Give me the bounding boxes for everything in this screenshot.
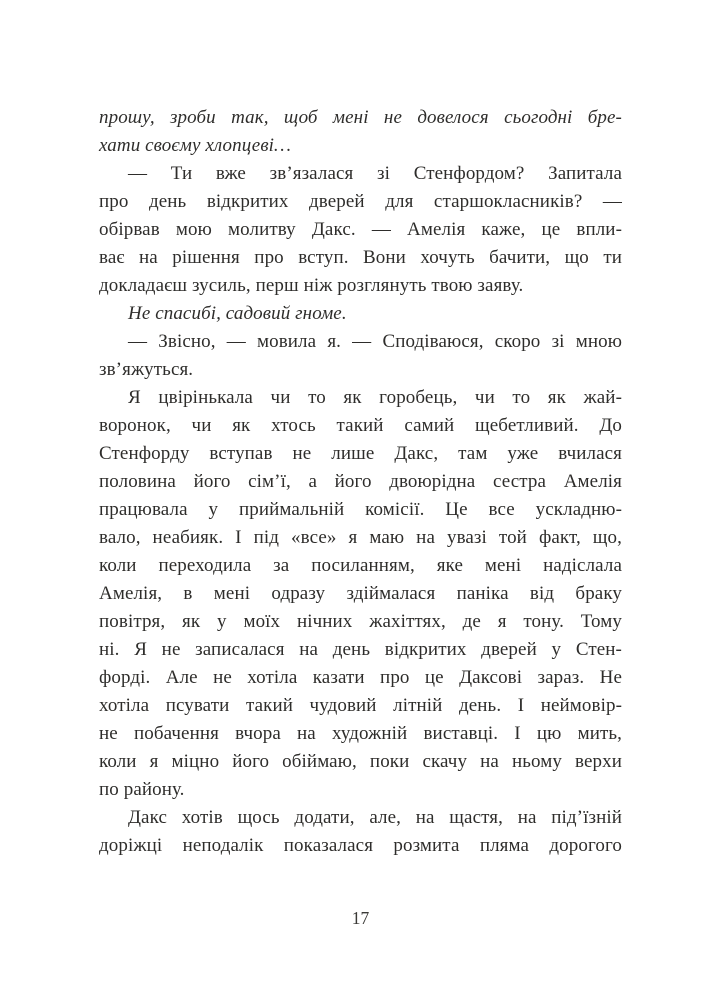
text-line: Амелія, в мені одразу здіймалася паніка від браку <box>99 583 622 604</box>
text-line: половина його сім’ї, а його двоюрідна сестра Амелія <box>99 471 622 492</box>
text-line: обірвав мою молитву Дакс. — Амелія каже, це впли- <box>99 219 622 240</box>
text-line: воронок, чи як хтось такий самий щебетливий. До <box>99 415 622 436</box>
page-number: 17 <box>351 908 370 928</box>
text-line: — Звісно, — мовила я. — Сподіваюся, скоро зі мною <box>128 331 622 352</box>
text-line: Не спасибі, садовий гноме. <box>128 303 347 324</box>
text-line: хотіла псувати такий чудовий літній день. І неймовір- <box>99 695 622 716</box>
text-line: зв’яжуться. <box>99 359 194 380</box>
text-line: докладаєш зусиль, перш ніж розглянуть твою заяву. <box>99 275 524 296</box>
text-line: коли переходила за посиланням, яке мені надіслала <box>99 555 622 576</box>
text-line: Дакс хотів щось додати, але, на щастя, на під’їзній <box>128 807 622 828</box>
text-line: форді. Але не хотіла казати про це Даксові зараз. Не <box>99 667 622 688</box>
paragraph <box>99 160 622 300</box>
text-line: не побачення вчора на художній виставці. І цю мить, <box>99 723 622 744</box>
text-line: працювала у приймальній комісії. Це все ускладню- <box>99 499 622 520</box>
text-line: коли я міцно його обіймаю, поки скачу на ньому верхи <box>99 751 622 772</box>
text-line: повітря, як у моїх нічних жахіттях, де я тону. Тому <box>99 611 622 632</box>
text-line: доріжці неподалік показалася розмита пляма дорогого <box>99 835 622 856</box>
text-line: вало, неабияк. І під «все» я маю на увазі той факт, що, <box>99 527 622 548</box>
text-line: — Ти вже зв’язалася зі Стенфордом? Запитала <box>128 163 622 184</box>
text-line: ні. Я не записалася на день відкритих дверей у Стен- <box>99 639 622 660</box>
text-line: про день відкритих дверей для старшокласників? — <box>99 191 622 212</box>
text-line: Я цвірінькала чи то як горобець, чи то як жай- <box>128 387 622 408</box>
text-line: ває на рішення про вступ. Вони хочуть бачити, що ти <box>99 247 622 268</box>
paragraph <box>99 104 622 160</box>
paragraph <box>99 384 622 804</box>
text-line: по району. <box>99 779 185 800</box>
text-line: прошу, зроби так, щоб мені не довелося сьогодні бре- <box>99 107 622 128</box>
text-line: хати своєму хлопцеві… <box>99 135 292 156</box>
paragraph <box>99 300 622 328</box>
paragraph <box>99 328 622 384</box>
text-block <box>99 104 622 860</box>
paragraph <box>99 804 622 860</box>
text-line: Стенфорду вступав не лише Дакс, там уже вчилася <box>99 443 622 464</box>
